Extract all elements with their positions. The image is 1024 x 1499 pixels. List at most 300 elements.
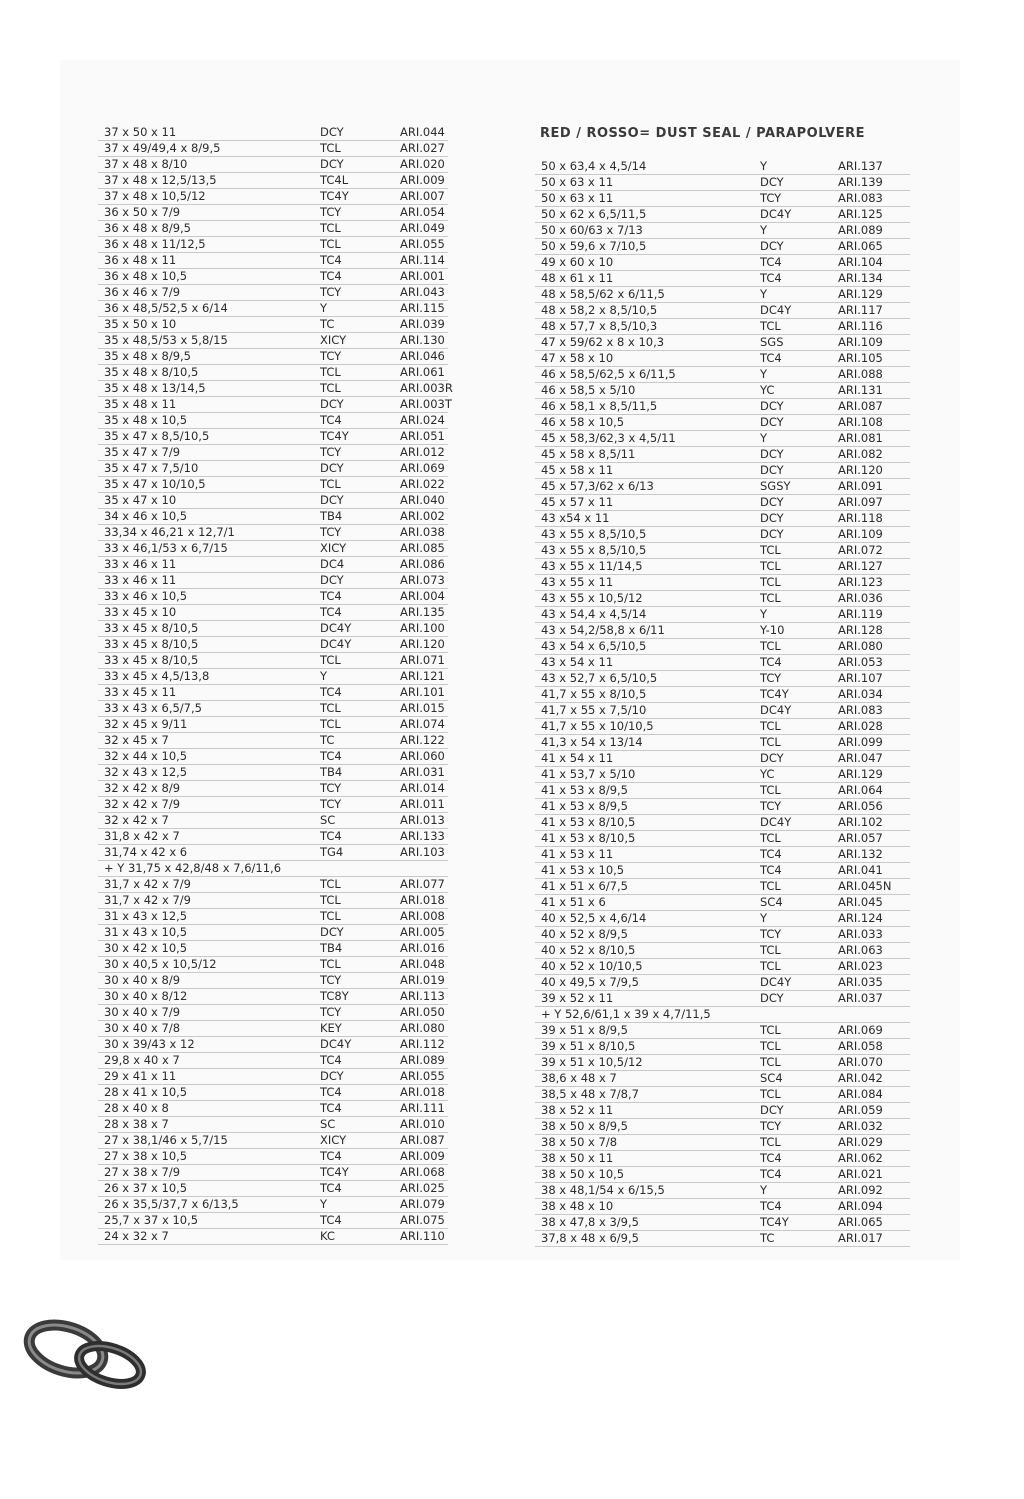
seal-type: TC4 <box>320 605 342 619</box>
seal-type: TC4 <box>320 413 342 427</box>
table-row <box>98 172 448 189</box>
seal-size: 33 x 46,1/53 x 6,7/15 <box>104 541 228 555</box>
table-row <box>98 620 448 637</box>
table-row <box>98 652 448 669</box>
seal-size: 29,8 x 40 x 7 <box>104 1053 180 1067</box>
seal-type: DCY <box>760 447 784 461</box>
seal-code: ARI.038 <box>400 525 445 539</box>
seal-code: ARI.012 <box>400 445 445 459</box>
seal-type: TB4 <box>320 765 343 779</box>
seal-type: TCL <box>320 717 341 731</box>
table-row <box>98 380 453 397</box>
seal-code: ARI.092 <box>838 1183 883 1197</box>
table-row <box>98 1068 448 1085</box>
seal-type: TC4 <box>320 1085 342 1099</box>
seal-type: TCL <box>760 591 781 605</box>
seal-code: ARI.033 <box>838 927 883 941</box>
table-row <box>535 414 910 431</box>
seal-type: TCL <box>320 909 341 923</box>
seal-type: DC4Y <box>760 703 792 717</box>
table-row <box>535 1230 910 1247</box>
seal-size: 30 x 42 x 10,5 <box>104 941 188 955</box>
seal-code: ARI.087 <box>400 1133 445 1147</box>
table-row <box>98 1084 448 1101</box>
seal-size: 39 x 51 x 8/9,5 <box>541 1023 628 1037</box>
seal-type: TCL <box>320 221 341 235</box>
seal-type: TCL <box>760 783 781 797</box>
seal-type: TCL <box>760 943 781 957</box>
seal-type: TC <box>320 317 335 331</box>
seal-size: 36 x 46 x 7/9 <box>104 285 181 299</box>
seal-code: ARI.043 <box>400 285 445 299</box>
seal-type: DCY <box>760 495 784 509</box>
seal-type: DC4Y <box>320 637 352 651</box>
seal-size: 45 x 58,3/62,3 x 4,5/11 <box>541 431 676 445</box>
seal-code: ARI.139 <box>838 175 883 189</box>
seal-type: TCY <box>320 1005 342 1019</box>
seal-size: 35 x 47 x 7,5/10 <box>104 461 199 475</box>
table-row <box>98 956 448 973</box>
seal-size: 41 x 51 x 6 <box>541 895 606 909</box>
seal-size: 31,7 x 42 x 7/9 <box>104 877 191 891</box>
seal-code: ARI.119 <box>838 607 883 621</box>
seal-code: ARI.080 <box>400 1021 445 1035</box>
seal-type: Y <box>320 1197 328 1211</box>
seal-size: 43 x 54,2/58,8 x 6/11 <box>541 623 665 637</box>
table-row <box>98 492 448 509</box>
table-row <box>98 364 448 381</box>
seal-code: ARI.045N <box>838 879 892 893</box>
seal-size: 43 x 52,7 x 6,5/10,5 <box>541 671 658 685</box>
table-row <box>98 444 448 461</box>
seal-code: ARI.086 <box>400 557 445 571</box>
seal-type: YC <box>760 767 775 781</box>
seal-code: ARI.069 <box>400 461 445 475</box>
seal-size: 35 x 48 x 8/10,5 <box>104 365 199 379</box>
table-row <box>98 1020 448 1037</box>
table-row <box>535 718 910 735</box>
seal-type: DCY <box>760 239 784 253</box>
seal-type: Y <box>320 669 328 683</box>
seal-type: TCL <box>320 237 341 251</box>
seal-type: TCL <box>760 831 781 845</box>
seal-size: 25,7 x 37 x 10,5 <box>104 1213 199 1227</box>
seal-type: TC4 <box>760 847 782 861</box>
table-row <box>535 382 910 399</box>
seal-type: TC4 <box>760 271 782 285</box>
table-row <box>535 686 910 703</box>
seal-size: 37 x 48 x 10,5/12 <box>104 189 206 203</box>
seal-size: 35 x 48 x 13/14,5 <box>104 381 206 395</box>
seal-code: ARI.132 <box>838 847 883 861</box>
seal-code: ARI.089 <box>400 1053 445 1067</box>
seal-size: 37 x 48 x 8/10 <box>104 157 188 171</box>
seal-size: 36 x 48 x 11 <box>104 253 177 267</box>
table-row <box>535 926 910 943</box>
seal-type: TCY <box>760 1119 782 1133</box>
seal-size: 41 x 53 x 10,5 <box>541 863 625 877</box>
seal-code: ARI.007 <box>400 189 445 203</box>
seal-size: 35 x 48,5/53 x 5,8/15 <box>104 333 228 347</box>
seal-code: ARI.039 <box>400 317 445 331</box>
seal-size: 36 x 48 x 8/9,5 <box>104 221 191 235</box>
table-row <box>535 606 910 623</box>
seal-size: 30 x 40 x 8/12 <box>104 989 188 1003</box>
seal-code: ARI.117 <box>838 303 883 317</box>
seal-size: 38 x 50 x 7/8 <box>541 1135 618 1149</box>
table-row <box>98 1164 448 1181</box>
seal-code: ARI.116 <box>838 319 883 333</box>
seal-type: XICY <box>320 333 347 347</box>
seal-code: ARI.023 <box>838 959 883 973</box>
seal-type: TG4 <box>320 845 344 859</box>
seal-size: 35 x 48 x 10,5 <box>104 413 188 427</box>
seal-type: TCY <box>760 927 782 941</box>
table-row <box>98 252 448 269</box>
seal-size: 29 x 41 x 11 <box>104 1069 177 1083</box>
seal-type: DCY <box>760 511 784 525</box>
seal-code: ARI.054 <box>400 205 445 219</box>
table-row <box>98 1004 448 1021</box>
seal-code: ARI.083 <box>838 703 883 717</box>
seal-size: 39 x 51 x 10,5/12 <box>541 1055 643 1069</box>
seal-size: 24 x 32 x 7 <box>104 1229 169 1243</box>
seal-type: TCY <box>320 781 342 795</box>
seal-code: ARI.018 <box>400 1085 445 1099</box>
seal-code: ARI.103 <box>400 845 445 859</box>
seal-type: TC4Y <box>760 1215 789 1229</box>
seal-code: ARI.028 <box>838 719 883 733</box>
seal-type: TC8Y <box>320 989 349 1003</box>
seal-type: TC4 <box>320 749 342 763</box>
seal-type: SC4 <box>760 895 783 909</box>
table-row <box>535 654 910 671</box>
seal-code: ARI.130 <box>400 333 445 347</box>
seal-code: ARI.055 <box>400 1069 445 1083</box>
table-row <box>535 494 910 511</box>
seal-size: 45 x 58 x 11 <box>541 463 614 477</box>
seal-size: 41 x 54 x 11 <box>541 751 614 765</box>
seal-code: ARI.014 <box>400 781 445 795</box>
seal-type: TCL <box>760 1023 781 1037</box>
table-row <box>98 796 448 813</box>
table-row <box>98 1212 448 1229</box>
seal-size: 27 x 38,1/46 x 5,7/15 <box>104 1133 228 1147</box>
seal-code: ARI.041 <box>838 863 883 877</box>
seal-code: ARI.069 <box>838 1023 883 1037</box>
seal-type: TCY <box>760 671 782 685</box>
seal-size: 26 x 35,5/37,7 x 6/13,5 <box>104 1197 239 1211</box>
seal-code: ARI.112 <box>400 1037 445 1051</box>
seal-type: TB4 <box>320 941 343 955</box>
seal-size: 36 x 48 x 11/12,5 <box>104 237 206 251</box>
seal-code: ARI.019 <box>400 973 445 987</box>
seal-code: ARI.040 <box>400 493 445 507</box>
table-row <box>535 1182 910 1199</box>
table-row <box>535 526 910 543</box>
seal-size: 41 x 53,7 x 5/10 <box>541 767 636 781</box>
seal-size: 32 x 42 x 8/9 <box>104 781 181 795</box>
seal-code: ARI.109 <box>838 527 883 541</box>
seal-type: TC4Y <box>320 1165 349 1179</box>
seal-type: DCY <box>320 461 344 475</box>
seal-size: 30 x 40 x 7/9 <box>104 1005 181 1019</box>
seal-size: 48 x 61 x 11 <box>541 271 614 285</box>
seal-type: TCL <box>760 575 781 589</box>
seal-type: TCL <box>760 719 781 733</box>
table-row <box>535 702 910 719</box>
seal-code: ARI.089 <box>838 223 883 237</box>
seal-type: Y <box>760 911 768 925</box>
seal-type: TCY <box>320 797 342 811</box>
table-row <box>98 604 448 621</box>
seal-type: TCL <box>760 543 781 557</box>
table-row <box>98 940 448 957</box>
seal-type: TCL <box>320 477 341 491</box>
seal-code: ARI.105 <box>838 351 883 365</box>
seal-type: TC4 <box>320 1149 342 1163</box>
seal-type: TCL <box>320 957 341 971</box>
seal-size: 38,5 x 48 x 7/8,7 <box>541 1087 639 1101</box>
seal-size: 33 x 46 x 10,5 <box>104 589 188 603</box>
seal-size: 38 x 50 x 11 <box>541 1151 614 1165</box>
seal-code: ARI.128 <box>838 623 883 637</box>
seal-size: 32 x 45 x 7 <box>104 733 169 747</box>
seal-size: 46 x 58,5 x 5/10 <box>541 383 636 397</box>
seal-type: Y-10 <box>760 623 785 637</box>
seal-type: TCY <box>320 205 342 219</box>
seal-code: ARI.042 <box>838 1071 883 1085</box>
seal-size: 43 x54 x 11 <box>541 511 610 525</box>
seal-size: 35 x 48 x 8/9,5 <box>104 349 191 363</box>
seal-size: 31,8 x 42 x 7 <box>104 829 180 843</box>
seal-size: 40 x 52 x 8/10,5 <box>541 943 636 957</box>
seal-size: 33 x 46 x 11 <box>104 573 177 587</box>
seal-size: 41 x 53 x 8/9,5 <box>541 783 628 797</box>
seal-code: ARI.077 <box>400 877 445 891</box>
seal-code: ARI.113 <box>400 989 445 1003</box>
table-row <box>98 812 448 829</box>
table-row <box>535 222 910 239</box>
seal-code: ARI.129 <box>838 767 883 781</box>
table-row <box>98 876 448 893</box>
seal-code: ARI.037 <box>838 991 883 1005</box>
seal-size: 31 x 43 x 10,5 <box>104 925 188 939</box>
seal-type: TCL <box>320 653 341 667</box>
table-row <box>98 156 448 173</box>
table-row <box>98 188 448 205</box>
seal-code: ARI.049 <box>400 221 445 235</box>
table-row <box>98 636 448 653</box>
seal-size: 40 x 52,5 x 4,6/14 <box>541 911 647 925</box>
table-row <box>535 750 910 767</box>
seal-type: XICY <box>320 1133 347 1147</box>
table-row <box>98 412 448 429</box>
seal-size: 50 x 63 x 11 <box>541 175 614 189</box>
seal-type: TCL <box>320 365 341 379</box>
seal-type: Y <box>760 607 768 621</box>
seal-code: ARI.025 <box>400 1181 445 1195</box>
seal-size: 35 x 47 x 10 <box>104 493 177 507</box>
seal-size: 30 x 40 x 7/8 <box>104 1021 181 1035</box>
seal-code: ARI.100 <box>400 621 445 635</box>
seal-code: ARI.101 <box>400 685 445 699</box>
seal-size: + Y 52,6/61,1 x 39 x 4,7/11,5 <box>541 1007 711 1021</box>
table-row <box>535 174 910 191</box>
seal-type: TC4 <box>760 1199 782 1213</box>
table-row <box>535 510 910 527</box>
seal-size: 33 x 43 x 6,5/7,5 <box>104 701 202 715</box>
table-row <box>98 284 448 301</box>
seal-size: 43 x 55 x 10,5/12 <box>541 591 643 605</box>
seal-size: 47 x 59/62 x 8 x 10,3 <box>541 335 665 349</box>
seal-code: ARI.127 <box>838 559 883 573</box>
seal-code: ARI.002 <box>400 509 445 523</box>
table-row <box>535 1022 910 1039</box>
seal-type: TCY <box>320 445 342 459</box>
seal-type: TCL <box>760 639 781 653</box>
seal-type: DCY <box>760 751 784 765</box>
seal-code: ARI.107 <box>838 671 883 685</box>
seal-size: 48 x 58,2 x 8,5/10,5 <box>541 303 658 317</box>
table-row <box>535 190 910 207</box>
seal-code: ARI.134 <box>838 271 883 285</box>
seal-size: 41,7 x 55 x 7,5/10 <box>541 703 647 717</box>
seal-type: TCL <box>760 1087 781 1101</box>
seal-size: 48 x 58,5/62 x 6/11,5 <box>541 287 665 301</box>
table-row <box>98 460 448 477</box>
seal-code: ARI.111 <box>400 1101 445 1115</box>
seal-code: ARI.050 <box>400 1005 445 1019</box>
table-row <box>98 1180 448 1197</box>
seal-code: ARI.073 <box>400 573 445 587</box>
seal-type: DCY <box>320 573 344 587</box>
table-row <box>98 268 448 285</box>
table-row <box>535 1214 910 1231</box>
seal-size: 39 x 52 x 11 <box>541 991 614 1005</box>
seal-type: TCL <box>760 1135 781 1149</box>
seal-size: 37 x 50 x 11 <box>104 125 177 139</box>
seal-size: 32 x 42 x 7 <box>104 813 169 827</box>
table-row <box>535 318 910 335</box>
seal-code: ARI.016 <box>400 941 445 955</box>
seal-type: TB4 <box>320 509 343 523</box>
table-row <box>98 316 448 333</box>
seal-size: 39 x 51 x 8/10,5 <box>541 1039 636 1053</box>
table-row <box>535 1118 910 1135</box>
seal-code: ARI.065 <box>838 1215 883 1229</box>
seal-size: 36 x 48 x 10,5 <box>104 269 188 283</box>
seal-code: ARI.017 <box>838 1231 883 1245</box>
table-row <box>535 302 910 319</box>
seal-size: 35 x 50 x 10 <box>104 317 177 331</box>
seal-type: TCY <box>320 349 342 363</box>
table-row <box>98 1116 448 1133</box>
table-row <box>535 574 910 591</box>
table-row <box>98 428 448 445</box>
seal-size: 35 x 47 x 10/10,5 <box>104 477 206 491</box>
table-row <box>535 814 910 831</box>
table-row <box>535 158 910 175</box>
table-row <box>98 668 448 685</box>
seal-code: ARI.059 <box>838 1103 883 1117</box>
note-row <box>98 860 448 877</box>
seal-code: ARI.097 <box>838 495 883 509</box>
seal-code: ARI.024 <box>400 413 445 427</box>
table-row <box>535 1054 910 1071</box>
table-row <box>98 732 448 749</box>
seal-type: DC4Y <box>760 303 792 317</box>
seal-size: 38,6 x 48 x 7 <box>541 1071 617 1085</box>
seal-code: ARI.080 <box>838 639 883 653</box>
seal-code: ARI.022 <box>400 477 445 491</box>
table-row <box>98 140 448 157</box>
seal-code: ARI.061 <box>400 365 445 379</box>
seal-type: TC4Y <box>760 687 789 701</box>
seal-type: TC4 <box>760 351 782 365</box>
seal-size: 31 x 43 x 12,5 <box>104 909 188 923</box>
table-row <box>535 878 910 895</box>
seal-code: ARI.060 <box>400 749 445 763</box>
table-row <box>535 542 910 559</box>
seal-type: TC4 <box>320 269 342 283</box>
table-row <box>535 1134 910 1151</box>
table-row <box>535 734 910 751</box>
table-row <box>535 622 910 639</box>
seal-type: DCY <box>760 463 784 477</box>
seal-type: DC4Y <box>320 1037 352 1051</box>
seal-type: TC4 <box>760 1167 782 1181</box>
seal-code: ARI.068 <box>400 1165 445 1179</box>
table-row <box>98 588 448 605</box>
seal-size: 31,74 x 42 x 6 <box>104 845 188 859</box>
seal-type: YC <box>760 383 775 397</box>
seal-code: ARI.123 <box>838 575 883 589</box>
seal-type: TCY <box>320 285 342 299</box>
seal-size: 27 x 38 x 10,5 <box>104 1149 188 1163</box>
seal-size: 41,3 x 54 x 13/14 <box>541 735 643 749</box>
seal-code: ARI.057 <box>838 831 883 845</box>
seal-size: 49 x 60 x 10 <box>541 255 614 269</box>
seal-type: SC4 <box>760 1071 783 1085</box>
seal-size: 35 x 47 x 8,5/10,5 <box>104 429 210 443</box>
table-row <box>98 1100 448 1117</box>
seal-code: ARI.099 <box>838 735 883 749</box>
seal-type: TC4 <box>760 655 782 669</box>
seal-rings-icon <box>20 1315 150 1390</box>
table-row <box>535 1086 910 1103</box>
seal-size: 40 x 52 x 8/9,5 <box>541 927 628 941</box>
table-row <box>535 430 910 447</box>
table-row <box>98 1132 448 1149</box>
seal-size: 43 x 54 x 6,5/10,5 <box>541 639 647 653</box>
seal-type: DC4 <box>320 557 345 571</box>
table-row <box>535 830 910 847</box>
seal-code: ARI.029 <box>838 1135 883 1149</box>
seal-size: 41 x 53 x 8/10,5 <box>541 831 636 845</box>
seal-size: 37,8 x 48 x 6/9,5 <box>541 1231 639 1245</box>
table-row <box>535 782 910 799</box>
seal-type: DCY <box>320 397 344 411</box>
seal-type: DCY <box>760 399 784 413</box>
seal-size: 26 x 37 x 10,5 <box>104 1181 188 1195</box>
seal-code: ARI.064 <box>838 783 883 797</box>
table-row <box>535 894 910 911</box>
seal-size: 34 x 46 x 10,5 <box>104 509 188 523</box>
seal-code: ARI.009 <box>400 173 445 187</box>
seal-size: 41 x 53 x 8/10,5 <box>541 815 636 829</box>
seal-size: 48 x 57,7 x 8,5/10,3 <box>541 319 658 333</box>
